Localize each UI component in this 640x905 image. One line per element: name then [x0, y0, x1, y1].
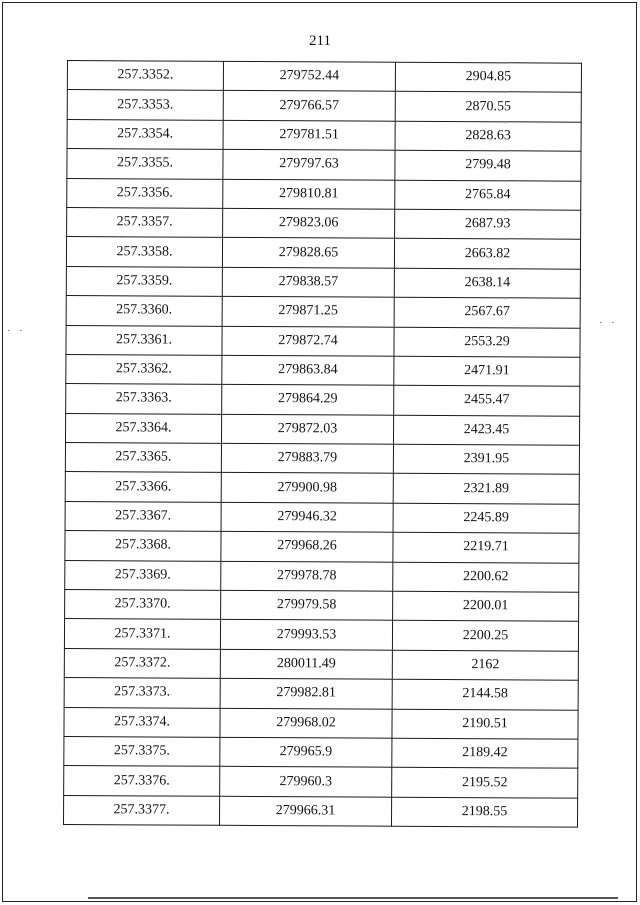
point-number-cell: 257.3370.	[65, 590, 221, 620]
y-coordinate-cell: 2219.71	[393, 532, 579, 562]
scan-speck	[600, 322, 602, 323]
point-number-cell: 257.3357.	[67, 207, 223, 237]
table-row	[66, 325, 580, 357]
table-row	[67, 119, 581, 151]
table-row	[64, 766, 578, 798]
table-row	[65, 560, 579, 592]
y-coordinate-cell: 2638.14	[394, 268, 580, 298]
x-coordinate-cell: 279810.81	[223, 179, 395, 209]
y-coordinate-cell: 2200.01	[393, 591, 579, 621]
point-number-cell: 257.3359.	[66, 266, 222, 296]
x-coordinate-cell: 279883.79	[221, 443, 393, 473]
y-coordinate-cell: 2423.45	[393, 415, 579, 445]
table-row	[66, 266, 580, 298]
x-coordinate-cell: 279838.57	[222, 267, 394, 297]
table-row	[66, 384, 580, 416]
y-coordinate-cell: 2198.55	[391, 797, 577, 827]
table-row	[65, 413, 579, 445]
point-number-cell: 257.3369.	[65, 560, 221, 590]
table-row	[67, 149, 581, 181]
table-row	[66, 237, 580, 269]
scan-edge-line	[88, 897, 618, 899]
table-row	[67, 207, 581, 239]
x-coordinate-cell: 279960.3	[220, 767, 392, 797]
y-coordinate-cell: 2245.89	[393, 503, 579, 533]
x-coordinate-cell: 279965.9	[220, 737, 392, 767]
point-number-cell: 257.3367.	[65, 501, 221, 531]
x-coordinate-cell: 279900.98	[221, 473, 393, 503]
table-row	[64, 736, 578, 768]
table-row	[67, 178, 581, 210]
table-row	[65, 590, 579, 622]
point-number-cell: 257.3352.	[67, 61, 223, 91]
page-number: 211	[309, 33, 331, 49]
point-number-cell: 257.3361.	[66, 325, 222, 355]
point-number-cell: 257.3358.	[66, 237, 222, 267]
x-coordinate-cell: 280011.49	[220, 649, 392, 679]
table-row	[64, 707, 578, 739]
scan-speck	[8, 330, 10, 331]
point-number-cell: 257.3371.	[64, 619, 220, 649]
x-coordinate-cell: 279797.63	[223, 149, 395, 179]
y-coordinate-cell: 2663.82	[394, 239, 580, 269]
x-coordinate-cell: 279968.02	[220, 708, 392, 738]
y-coordinate-cell: 2391.95	[393, 444, 579, 474]
x-coordinate-cell: 279993.53	[220, 620, 392, 650]
point-number-cell: 257.3368.	[65, 531, 221, 561]
y-coordinate-cell: 2553.29	[394, 327, 580, 357]
x-coordinate-cell: 279872.74	[222, 326, 394, 356]
x-coordinate-cell: 279828.65	[222, 238, 394, 268]
table-row	[66, 296, 580, 328]
point-number-cell: 257.3366.	[65, 472, 221, 502]
table-row	[65, 531, 579, 563]
point-number-cell: 257.3364.	[65, 413, 221, 443]
point-number-cell: 257.3377.	[63, 795, 219, 825]
table-row	[65, 472, 579, 504]
x-coordinate-cell: 279968.26	[221, 532, 393, 562]
y-coordinate-cell: 2765.84	[395, 180, 581, 210]
point-number-cell: 257.3353.	[67, 90, 223, 120]
x-coordinate-cell: 279979.58	[221, 590, 393, 620]
table-row	[64, 678, 578, 710]
point-number-cell: 257.3374.	[64, 707, 220, 737]
x-coordinate-cell: 279946.32	[221, 502, 393, 532]
y-coordinate-cell: 2144.58	[392, 679, 578, 709]
x-coordinate-cell: 279978.78	[221, 561, 393, 591]
point-number-cell: 257.3362.	[66, 354, 222, 384]
y-coordinate-cell: 2162	[392, 650, 578, 680]
x-coordinate-cell: 279863.84	[222, 355, 394, 385]
y-coordinate-cell: 2687.93	[395, 209, 581, 239]
point-number-cell: 257.3354.	[67, 119, 223, 149]
point-number-cell: 257.3360.	[66, 296, 222, 326]
x-coordinate-cell: 279752.44	[223, 61, 395, 91]
table-row	[67, 90, 581, 122]
table-row	[65, 443, 579, 475]
table-row	[64, 648, 578, 680]
point-number-cell: 257.3372.	[64, 648, 220, 678]
point-number-cell: 257.3376.	[64, 766, 220, 796]
y-coordinate-cell: 2904.85	[395, 62, 581, 92]
coordinates-table-body	[63, 61, 581, 828]
y-coordinate-cell: 2455.47	[394, 386, 580, 416]
coordinates-table	[63, 60, 582, 828]
table-row	[66, 354, 580, 386]
y-coordinate-cell: 2828.63	[395, 121, 581, 151]
point-number-cell: 257.3355.	[67, 149, 223, 179]
point-number-cell: 257.3365.	[65, 443, 221, 473]
x-coordinate-cell: 279864.29	[222, 385, 394, 415]
x-coordinate-cell: 279781.51	[223, 120, 395, 150]
x-coordinate-cell: 279823.06	[223, 208, 395, 238]
y-coordinate-cell: 2195.52	[392, 768, 578, 798]
y-coordinate-cell: 2567.67	[394, 297, 580, 327]
y-coordinate-cell: 2200.25	[392, 621, 578, 651]
scan-speck	[612, 322, 614, 323]
y-coordinate-cell: 2799.48	[395, 150, 581, 180]
y-coordinate-cell: 2189.42	[392, 738, 578, 768]
x-coordinate-cell: 279982.81	[220, 679, 392, 709]
y-coordinate-cell: 2200.62	[393, 562, 579, 592]
y-coordinate-cell: 2190.51	[392, 709, 578, 739]
y-coordinate-cell: 2870.55	[395, 92, 581, 122]
table-row	[63, 795, 577, 827]
scan-speck	[20, 330, 22, 331]
point-number-cell: 257.3356.	[67, 178, 223, 208]
x-coordinate-cell: 279872.03	[221, 414, 393, 444]
table-row	[65, 501, 579, 533]
table-row	[64, 619, 578, 651]
y-coordinate-cell: 2471.91	[394, 356, 580, 386]
x-coordinate-cell: 279766.57	[223, 91, 395, 121]
table-row	[67, 61, 581, 93]
x-coordinate-cell: 279966.31	[219, 796, 391, 826]
x-coordinate-cell: 279871.25	[222, 296, 394, 326]
point-number-cell: 257.3363.	[66, 384, 222, 414]
y-coordinate-cell: 2321.89	[393, 474, 579, 504]
coordinates-table-wrapper	[63, 60, 581, 828]
point-number-cell: 257.3375.	[64, 736, 220, 766]
point-number-cell: 257.3373.	[64, 678, 220, 708]
